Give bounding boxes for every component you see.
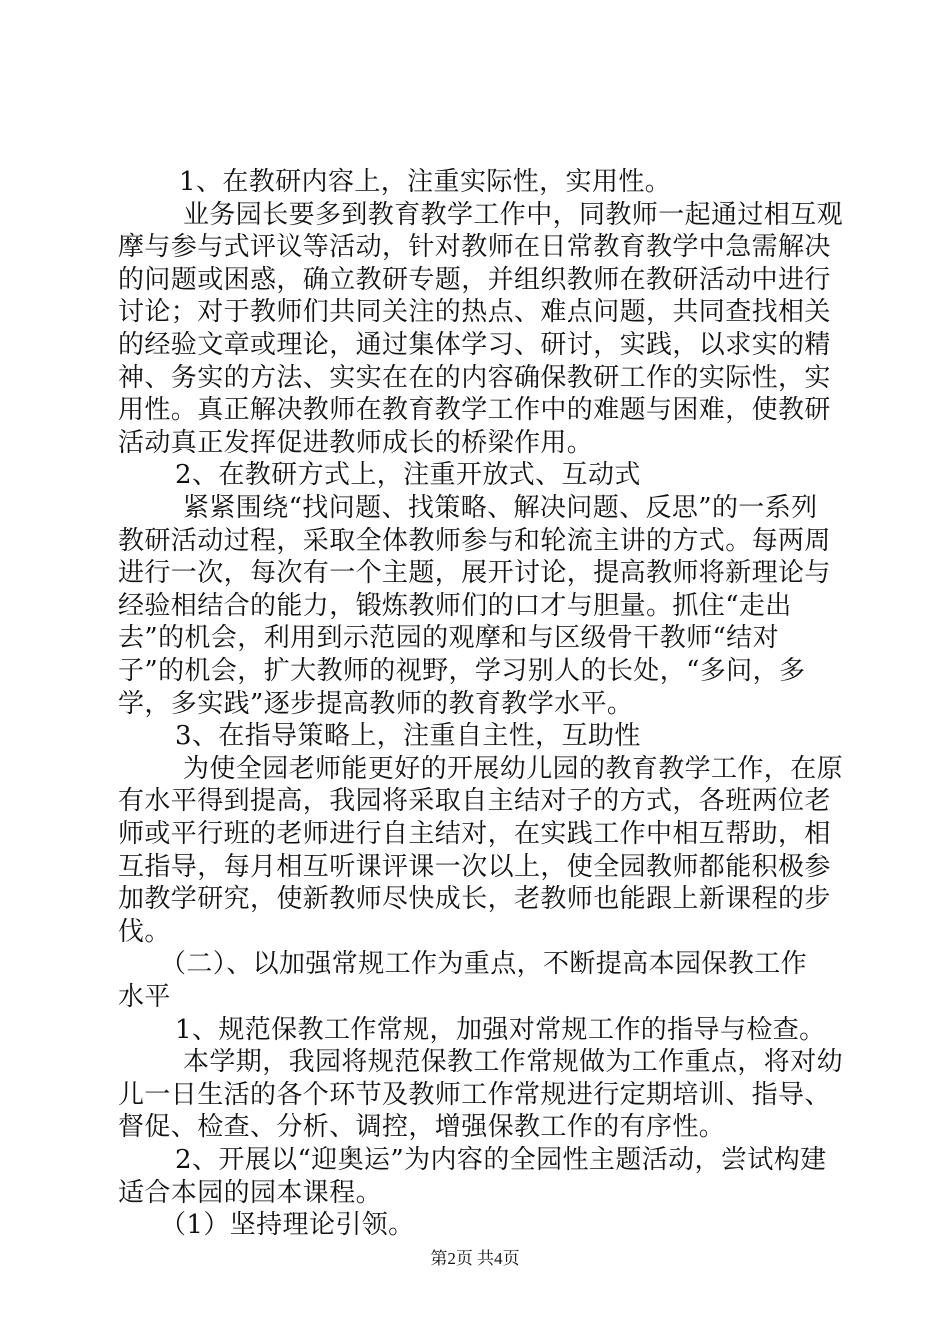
paragraph-line: 1、在教研内容上，注重实际性，实用性。: [179, 167, 672, 197]
paragraph-line: 紧紧围绕“找问题、找策略、解决问题、反思”的一系列: [183, 493, 818, 523]
paragraph-line: （1）坚持理论引领。: [160, 1210, 415, 1241]
paragraph-line: 伐。: [118, 916, 171, 947]
paragraph-line: 经验相结合的能力，锻炼教师们的口才与胆量。抓住“走出: [118, 590, 792, 621]
paragraph-line: 讨论；对于教师们共同关注的热点、难点问题，共同查找相关: [118, 297, 831, 328]
paragraph-line: 1、规范保教工作常规，加强对常规工作的指导与检查。: [175, 1014, 826, 1045]
paragraph-line: 用性。真正解决教师在教育教学工作中的难题与困难，使教研: [118, 395, 831, 426]
paragraph-line: 师或平行班的老师进行自主结对，在实践工作中相互帮助，相: [118, 819, 831, 849]
paragraph-line: 摩与参与式评议等活动，针对教师在日常教育教学中急需解决: [118, 232, 831, 263]
paragraph-line: 进行一次，每次有一个主题，展开讨论，提高教师将新理论与: [118, 558, 831, 589]
paragraph-line: 为使全园老师能更好的开展幼儿园的教育教学工作，在原: [183, 753, 844, 784]
paragraph-line: 业务园长要多到教育教学工作中，同教师一起通过相互观: [183, 199, 844, 230]
paragraph-line: 2、开展以“迎奥运”为内容的全园性主题活动，尝试构建: [175, 1145, 827, 1175]
paragraph-line: 互指导，每月相互听课评课一次以上，使全园教师都能积极参: [118, 851, 831, 882]
paragraph-line: 3、在指导策略上，注重自主性，互助性: [175, 721, 641, 752]
paragraph-line: 学，多实践”逐步提高教师的教育教学水平。: [118, 688, 634, 719]
paragraph-line: 活动真正发挥促进教师成长的桥梁作用。: [118, 427, 594, 458]
paragraph-line: 去”的机会，利用到示范园的观摩和与区级骨干教师“结对: [118, 623, 779, 654]
paragraph-line: 教研活动过程，采取全体教师参与和轮流主讲的方式。每两周: [118, 525, 831, 556]
paragraph-line: （二）、以加强常规工作为重点，不断提高本园保教工作: [160, 949, 808, 980]
paragraph-line: 的问题或困惑，确立教研专题，并组织教师在教研活动中进行: [118, 264, 831, 295]
paragraph-line: 神、务实的方法、实实在在的内容确保教研工作的实际性，实: [118, 362, 831, 393]
paragraph-line: 子”的机会，扩大教师的视野，学习别人的长处，“多问，多: [118, 656, 806, 686]
paragraph-line: 加教学研究，使新教师尽快成长，老教师也能跟上新课程的步: [118, 884, 831, 915]
page-number-footer: 第2页 共4页: [430, 1249, 520, 1268]
paragraph-line: 儿一日生活的各个环节及教师工作常规进行定期培训、指导、: [118, 1079, 831, 1110]
paragraph-line: 适合本园的园本课程。: [118, 1177, 383, 1208]
paragraph-line: 有水平得到提高，我园将采取自主结对子的方式，各班两位老: [118, 786, 831, 817]
paragraph-line: 督促、检查、分析、调控，增强保教工作的有序性。: [118, 1112, 726, 1143]
paragraph-line: 的经验文章或理论，通过集体学习、研讨，实践，以求实的精: [118, 330, 831, 360]
paragraph-line: 本学期，我园将规范保教工作常规做为工作重点，将对幼: [183, 1047, 844, 1078]
paragraph-line: 水平: [118, 982, 171, 1012]
paragraph-line: 2、在教研方式上，注重开放式、互动式: [175, 460, 641, 491]
